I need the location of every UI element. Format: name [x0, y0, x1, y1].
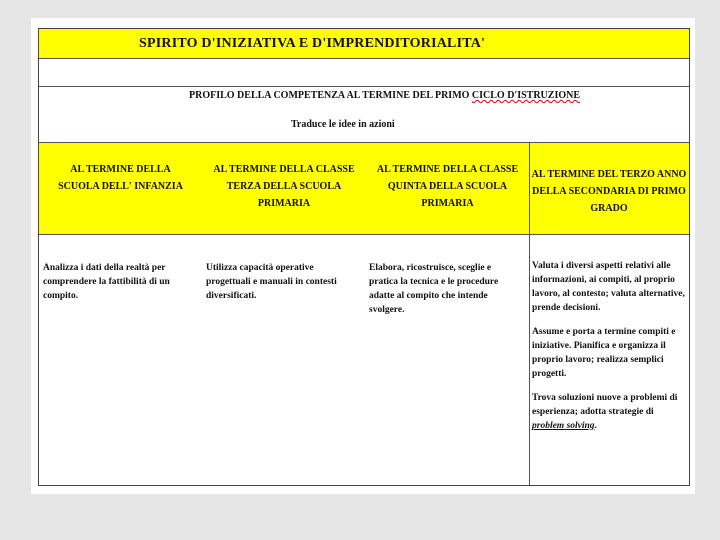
competence-table: [38, 28, 690, 486]
body-secondaria-para3-end: .: [594, 421, 597, 431]
header-infanzia-line1: AL TERMINE DELLA: [70, 164, 171, 175]
body-infanzia-text: Analizza i dati della realtà per comprendere la fattibilità di un compito.: [43, 263, 170, 301]
body-secondaria-para3: [532, 391, 688, 433]
profile-subtitle: Traduce le idee in azioni: [291, 119, 395, 130]
header-secondaria: [529, 142, 689, 234]
page-title: SPIRITO D'INIZIATIVA E D'IMPRENDITORIALITA': [139, 36, 486, 51]
header-terza-line3: PRIMARIA: [257, 198, 311, 209]
header-secondaria-line2: DELLA SECONDARIA DI PRIMO: [532, 186, 686, 197]
body-secondaria: [532, 259, 688, 433]
header-quinta-line3: PRIMARIA: [421, 198, 474, 209]
column-divider: [529, 142, 530, 485]
header-infanzia-line2: SCUOLA DELL' INFANZIA: [58, 181, 183, 192]
header-secondaria-line3: GRADO: [590, 203, 628, 214]
body-terza-text: Utilizza capacità operative progettuali e manuali in contesti diversificati.: [206, 263, 337, 301]
body-secondaria-para3-text: Trova soluzioni nuove a problemi di esperienza; adotta strategie di: [532, 393, 678, 417]
empty-row: [39, 59, 689, 87]
profile-underlined: CICLO D'ISTRUZIONE: [471, 90, 581, 101]
header-quinta-line1: AL TERMINE DELLA CLASSE: [376, 164, 519, 175]
header-terza-primaria: [202, 142, 366, 234]
header-terza-line1: AL TERMINE DELLA CLASSE: [213, 164, 355, 175]
body-infanzia: [43, 261, 193, 303]
profile-row: [39, 87, 689, 142]
body-terza-primaria: [206, 261, 356, 303]
divider: [39, 142, 529, 143]
divider: [529, 142, 689, 143]
header-infanzia: [39, 142, 202, 234]
header-terza-line2: TERZA DELLA SCUOLA: [226, 181, 342, 192]
profile-prefix: PROFILO DELLA COMPETENZA AL TERMINE DEL PRIMO: [189, 90, 472, 101]
problem-solving-term: problem solving: [532, 421, 595, 431]
body-secondaria-para2: Assume e porta a termine compiti e iniziative. Pianifica e organizza il proprio lavoro; realizza semplici progetti.: [532, 327, 676, 379]
header-quinta-primaria: [366, 142, 529, 234]
body-quinta-text: Elabora, ricostruisce, sceglie e pratica la tecnica e le procedure adatte al compito che intende svolgere.: [369, 263, 499, 315]
header-secondaria-line1: AL TERMINE DEL TERZO ANNO: [531, 169, 687, 180]
profile-heading: [189, 90, 580, 101]
divider: [39, 234, 689, 235]
body-secondaria-para1: Valuta i diversi aspetti relativi alle informazioni, ai compiti, al proprio lavoro, al contesto; valuta alternative, prende decisioni.: [532, 261, 685, 313]
body-quinta-primaria: [369, 261, 519, 317]
title-row: [39, 29, 689, 59]
header-quinta-line2: QUINTA DELLA SCUOLA: [387, 181, 508, 192]
